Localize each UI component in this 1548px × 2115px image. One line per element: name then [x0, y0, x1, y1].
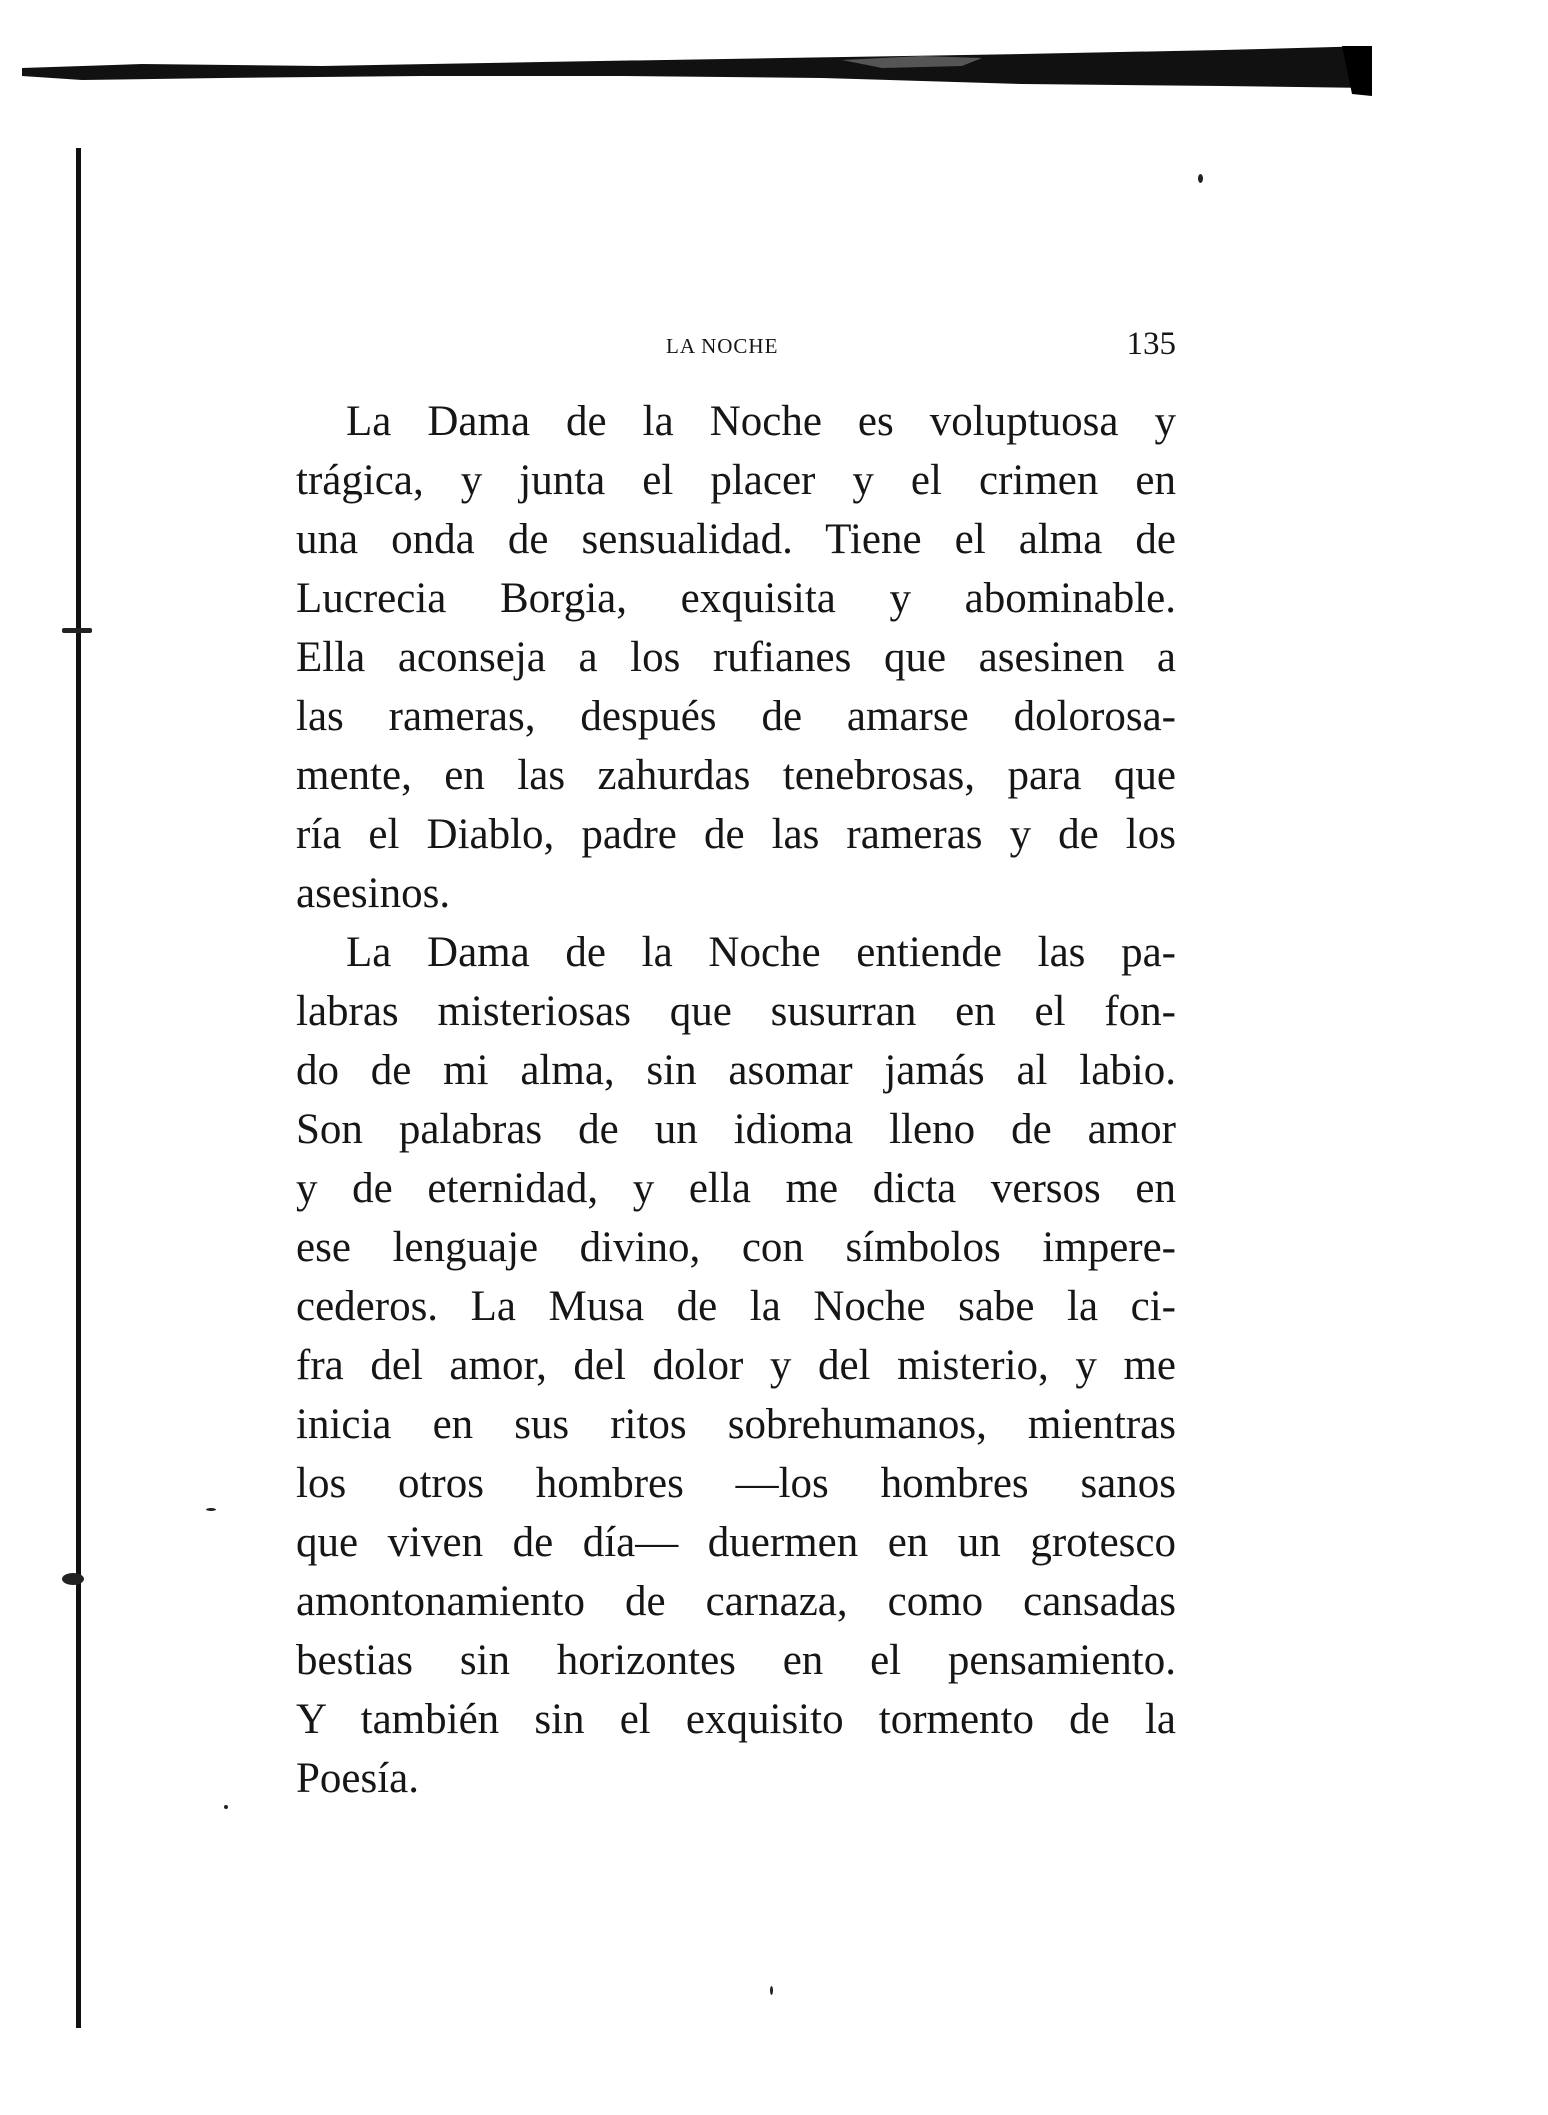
text-line: una onda de sensualidad. Tiene el alma de: [296, 516, 1176, 563]
scan-speck: [62, 1573, 84, 1585]
body-text: [296, 392, 1176, 1808]
text-line: Lucrecia Borgia, exquisita y abominable.: [296, 575, 1176, 622]
scan-speck: [62, 628, 92, 633]
page-number: 135: [1126, 326, 1176, 362]
text-line: que viven de día— duermen en un grotesco: [296, 1519, 1176, 1566]
running-head-title: LA NOCHE: [666, 334, 779, 358]
text-line: las rameras, después de amarse dolorosa-: [296, 693, 1176, 740]
text-line: Ella aconseja a los rufianes que asesinen a: [296, 634, 1176, 681]
scan-speck: [1198, 174, 1203, 183]
text-line: fra del amor, del dolor y del misterio, y me: [296, 1342, 1176, 1389]
scan-speck: [770, 1986, 773, 1995]
paragraph-1: [296, 392, 1176, 923]
text-line: Y también sin el exquisito tormento de la: [296, 1696, 1176, 1743]
text-line: bestias sin horizontes en el pensamiento.: [296, 1637, 1176, 1684]
running-head: [296, 326, 1176, 366]
text-line: La Dama de la Noche entiende las pa-: [346, 929, 1176, 976]
scan-speck: [206, 1508, 216, 1511]
text-line: La Dama de la Noche es voluptuosa y: [346, 398, 1176, 445]
text-line: trágica, y junta el placer y el crimen en: [296, 457, 1176, 504]
text-line: cederos. La Musa de la Noche sabe la ci-: [296, 1283, 1176, 1330]
text-line: los otros hombres —los hombres sanos: [296, 1460, 1176, 1507]
text-line: Son palabras de un idioma lleno de amor: [296, 1106, 1176, 1153]
scan-edge-smear: [22, 46, 1372, 96]
text-line: amontonamiento de carnaza, como cansadas: [296, 1578, 1176, 1625]
text-line: mente, en las zahurdas tenebrosas, para que: [296, 752, 1176, 799]
scan-speck: [224, 1805, 228, 1809]
text-line: do de mi alma, sin asomar jamás al labio.: [296, 1047, 1176, 1094]
text-line: y de eternidad, y ella me dicta versos en: [296, 1165, 1176, 1212]
paragraph-2: [296, 923, 1176, 1808]
text-line: ese lenguaje divino, con símbolos impere-: [296, 1224, 1176, 1271]
text-line: labras misteriosas que susurran en el fon-: [296, 988, 1176, 1035]
text-line: Poesía.: [296, 1755, 420, 1802]
text-line: asesinos.: [296, 870, 451, 917]
text-line: ría el Diablo, padre de las rameras y de los: [296, 811, 1176, 858]
scan-margin-rule: [76, 148, 81, 2028]
text-line: inicia en sus ritos sobrehumanos, mientras: [296, 1401, 1176, 1448]
